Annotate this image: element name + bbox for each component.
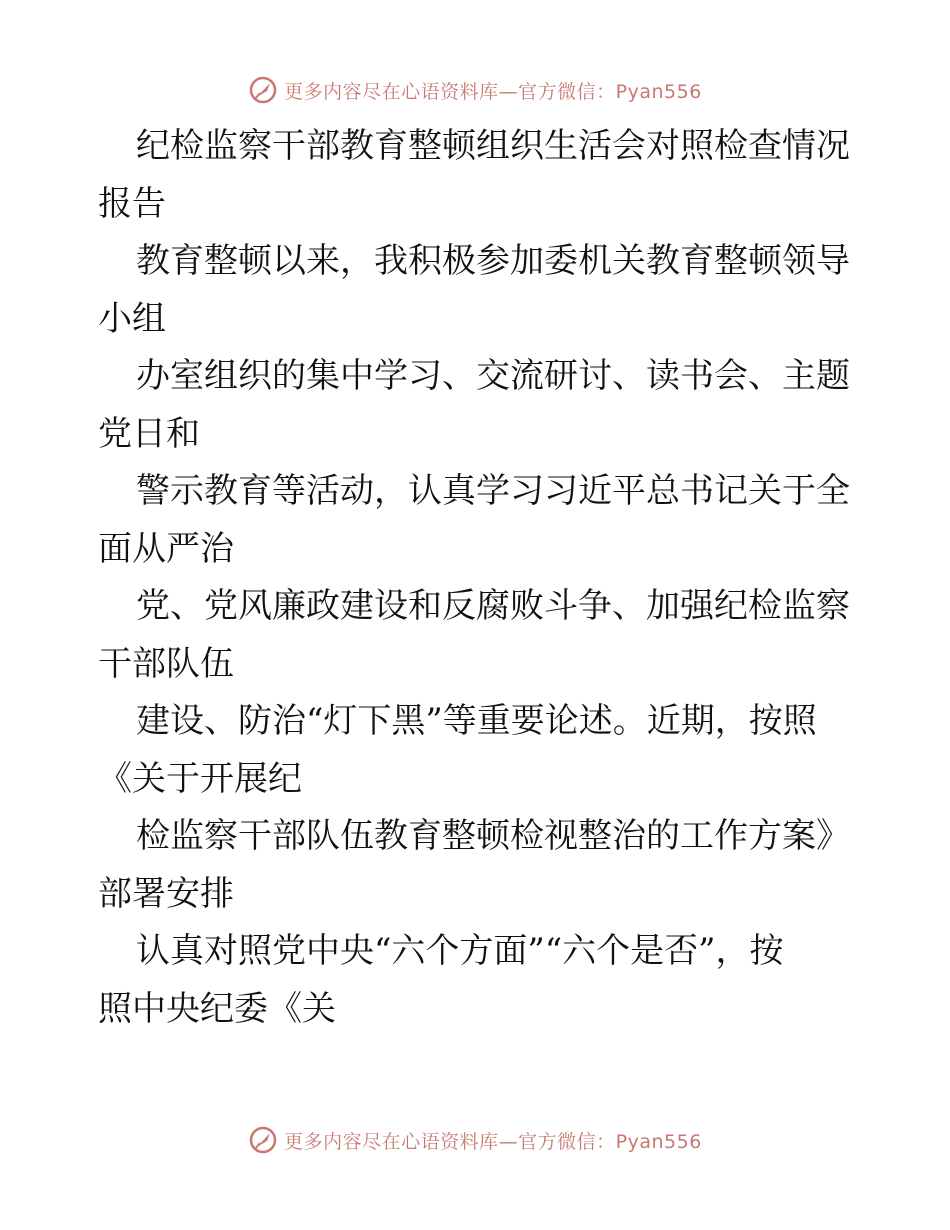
text-line: 检监察干部队伍教育整顿检视整治的工作方案》 (136, 816, 850, 856)
text-line: 教育整顿以来，我积极参加委机关教育整顿领导 (136, 241, 850, 281)
text-line: 党日和 (98, 413, 200, 454)
text-line: 纪检监察干部教育整顿组织生活会对照检查情况 (136, 126, 850, 166)
text-line: 照中央纪委《关 (98, 988, 336, 1029)
text-line: 面从严治 (98, 528, 234, 569)
quill-pen-logo-icon (248, 1125, 278, 1155)
document-body (98, 118, 858, 1038)
text-line: 办室组织的集中学习、交流研讨、读书会、主题 (136, 356, 850, 396)
watermark-footer (0, 1120, 950, 1160)
text-line: 党、党风廉政建设和反腐败斗争、加强纪检监察 (136, 586, 850, 626)
watermark-header (0, 70, 950, 110)
text-line: 部署安排 (98, 873, 234, 914)
text-line: 警示教育等活动，认真学习习近平总书记关于全 (136, 471, 850, 511)
text-line: 小组 (98, 298, 166, 339)
text-line: 《关于开展纪 (98, 758, 302, 799)
quill-pen-logo-icon (248, 75, 278, 105)
text-line: 干部队伍 (98, 643, 234, 684)
text-line: 建设、防治“灯下黑”等重要论述。近期，按照 (136, 701, 817, 741)
text-line: 报告 (98, 183, 166, 224)
text-line: 认真对照党中央“六个方面”“六个是否”，按 (136, 931, 784, 971)
watermark-text: 更多内容尽在心语资料库—官方微信：Pyan556 (284, 1130, 702, 1153)
watermark-text: 更多内容尽在心语资料库—官方微信：Pyan556 (284, 80, 702, 103)
